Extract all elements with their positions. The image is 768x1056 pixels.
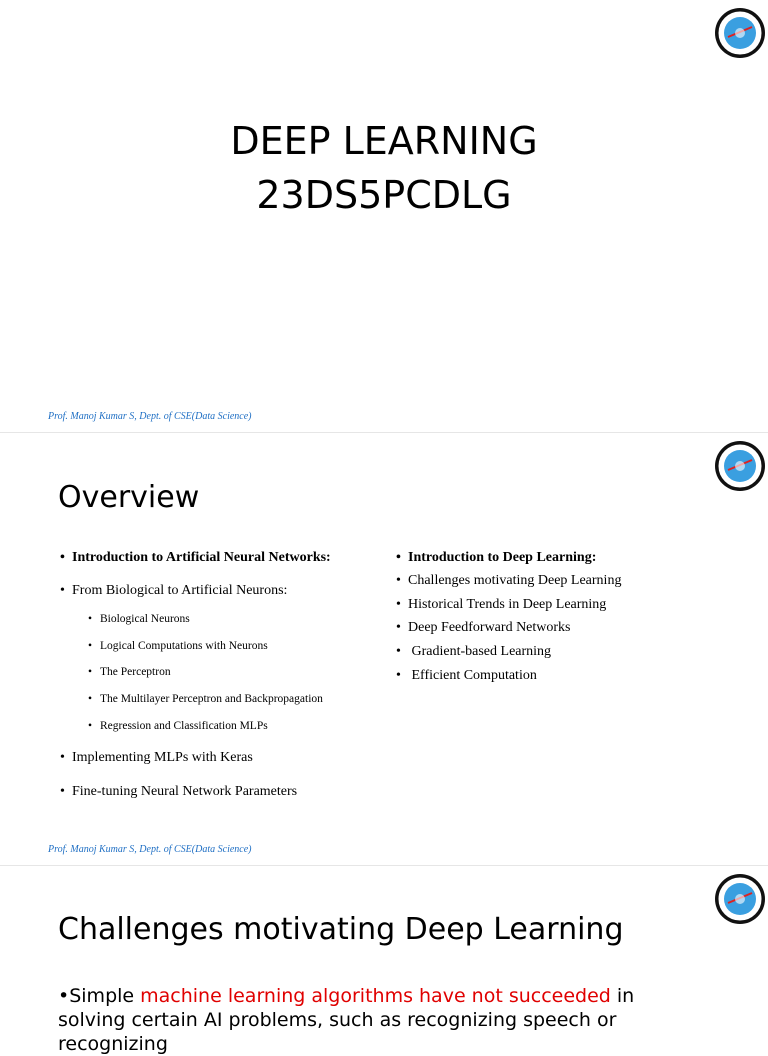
list-item: • From Biological to Artificial Neurons: [60, 583, 288, 598]
slide-overview [0, 433, 768, 865]
bullet-paragraph: •Simple machine learning algorithms have not succeeded in solving certain AI problems, such as recognizing speech or recognizing [58, 985, 635, 1055]
sub-list-item: • Logical Computations with Neurons [88, 640, 268, 652]
list-item: • Efficient Computation [396, 668, 537, 683]
college-seal-icon [714, 440, 766, 492]
list-item: • Challenges motivating Deep Learning [396, 573, 622, 588]
slide-challenges [0, 866, 768, 1055]
college-seal-icon [714, 873, 766, 925]
slide-footer: Prof. Manoj Kumar S, Dept. of CSE(Data Science) [48, 411, 252, 422]
sub-list-item: • Biological Neurons [88, 613, 190, 625]
sub-list-item: • The Multilayer Perceptron and Backpropagation [88, 693, 323, 705]
sub-list-item: • Regression and Classification MLPs [88, 720, 268, 732]
slide-footer: Prof. Manoj Kumar S, Dept. of CSE(Data Science) [48, 844, 252, 855]
sub-list-item: • The Perceptron [88, 666, 171, 678]
highlighted-text: machine learning algorithms have not succeeded [140, 985, 611, 1007]
slide-heading: Challenges motivating Deep Learning [58, 912, 624, 947]
list-item: • Implementing MLPs with Keras [60, 750, 253, 765]
slide-title-line-1: DEEP LEARNING [230, 119, 538, 163]
list-item: • Historical Trends in Deep Learning [396, 597, 607, 612]
slide-heading: Overview [58, 480, 200, 515]
list-item: • Introduction to Deep Learning: [396, 550, 597, 565]
list-item: • Gradient-based Learning [396, 644, 552, 659]
list-item: • Deep Feedforward Networks [396, 620, 571, 635]
slide-title-line-2: 23DS5PCDLG [256, 173, 512, 217]
slide-title [0, 0, 768, 432]
college-seal-icon [714, 7, 766, 59]
list-item: • Introduction to Artificial Neural Networks: [60, 550, 331, 565]
list-item: • Fine-tuning Neural Network Parameters [60, 784, 298, 799]
